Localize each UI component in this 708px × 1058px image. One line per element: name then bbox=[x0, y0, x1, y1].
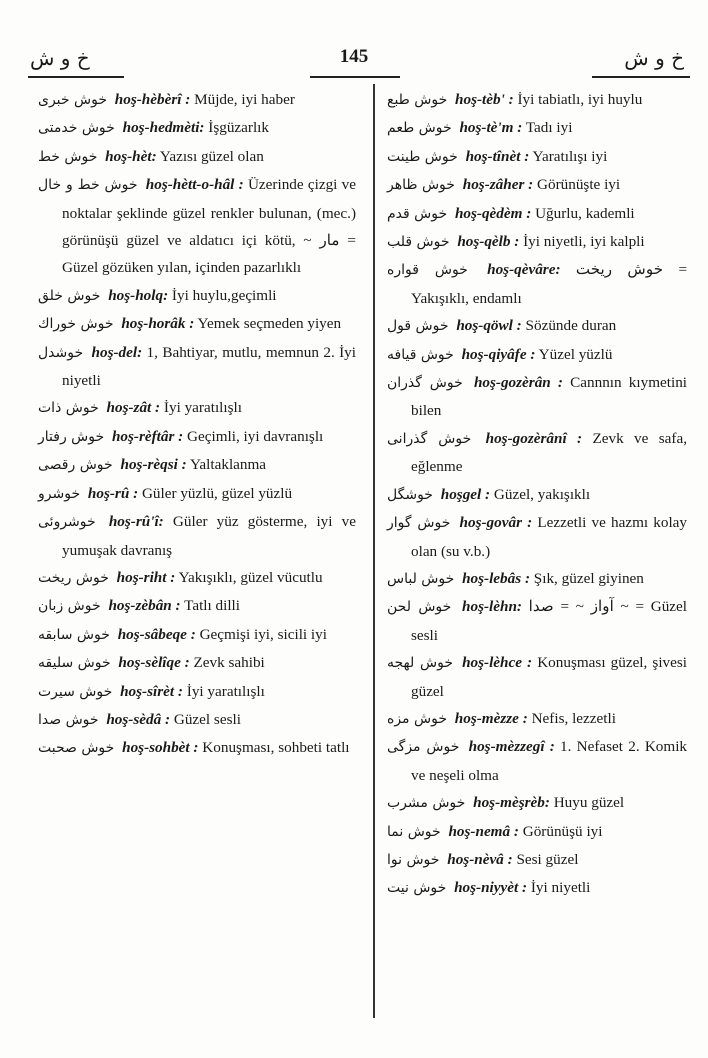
entry-headword: hoş-sîrèt : bbox=[120, 682, 183, 700]
entry-arabic: خوش مزه bbox=[387, 710, 447, 727]
entry-arabic: خوش قدم bbox=[387, 205, 448, 222]
entry-arabic: خوش لحن bbox=[387, 599, 452, 616]
dictionary-entry bbox=[387, 425, 687, 481]
dictionary-entry bbox=[38, 451, 356, 479]
entry-definition: İyi yaratılışlı bbox=[160, 399, 242, 417]
entry-headword: hoş-tè'm : bbox=[459, 119, 523, 137]
entry-headword: hoş-mèzze : bbox=[454, 709, 528, 727]
entry-headword: hoş-hèbèrî : bbox=[114, 91, 191, 108]
dictionary-entry bbox=[387, 818, 687, 846]
dictionary-entry bbox=[38, 171, 356, 282]
entry-arabic: خوش طبع bbox=[387, 92, 448, 108]
entry-arabic: خوش قلب bbox=[387, 234, 450, 251]
entry-headword: hoş-niyyèt : bbox=[454, 879, 528, 897]
entry-arabic: خوش خلق bbox=[38, 287, 101, 304]
entry-definition: İşgüzarlık bbox=[204, 119, 269, 137]
entry-arabic: خوش قواره bbox=[387, 262, 468, 279]
dictionary-entry bbox=[387, 509, 687, 565]
entry-headword: hoş-zèbân : bbox=[108, 597, 181, 615]
entry-headword: hoş-tînèt : bbox=[465, 147, 530, 165]
entry-arabic: خوش گوار bbox=[387, 515, 451, 532]
entry-arabic: خوش گذرانی bbox=[387, 430, 472, 447]
entry-definition: Geçimli, iyi davranışlı bbox=[183, 427, 324, 445]
entry-headword: hoş-qiyâfe : bbox=[461, 345, 536, 363]
dictionary-entry bbox=[38, 310, 356, 338]
entry-arabic: خوش گذران bbox=[387, 375, 463, 392]
dictionary-entry bbox=[38, 649, 356, 677]
entry-headword: hoş-holq: bbox=[108, 286, 169, 304]
dictionary-entry bbox=[38, 592, 356, 620]
entry-definition: Tatlı dilli bbox=[180, 597, 241, 615]
entry-definition: Uğurlu, kademli bbox=[531, 204, 635, 222]
entry-definition: Güler yüzlü, güzel yüzlü bbox=[138, 484, 293, 502]
entry-headword: hoş-rû : bbox=[87, 484, 139, 502]
dictionary-entry bbox=[38, 508, 356, 564]
header-rule-center bbox=[310, 76, 400, 78]
dictionary-entry bbox=[38, 339, 356, 395]
entry-arabic: خوش نوا bbox=[387, 851, 440, 868]
entry-arabic: خوش قيافه bbox=[387, 346, 454, 363]
entry-headword: hoş-rèftâr : bbox=[111, 427, 184, 445]
entry-definition: Güler yüz gösterme, iyi ve yumuşak davranış bbox=[62, 513, 357, 559]
entry-arabic: خوش خط bbox=[38, 148, 98, 165]
entry-headword: hoş-qèlb : bbox=[457, 233, 520, 251]
entry-arabic: خوش ريخت bbox=[38, 569, 109, 586]
page-number: 145 bbox=[339, 46, 369, 67]
entry-definition: Nefis, lezzetli bbox=[527, 709, 616, 727]
dictionary-entry bbox=[387, 846, 687, 874]
entry-arabic: خوش ظاهر bbox=[387, 177, 455, 194]
entry-arabic: خوش خط و خال bbox=[38, 177, 138, 194]
dictionary-entry bbox=[387, 649, 687, 705]
entry-headword: hoş-rû'î: bbox=[108, 513, 164, 531]
entry-definition: İyi niyetli bbox=[527, 879, 591, 897]
entry-arabic: خوش طعم bbox=[387, 120, 452, 137]
entry-arabic: خوشگل bbox=[387, 486, 433, 503]
entry-definition: Şık, güzel giyinen bbox=[530, 569, 644, 587]
entry-headword: hoş-lebâs : bbox=[462, 569, 530, 587]
entry-headword: hoş-lèhn: bbox=[462, 598, 522, 616]
entry-definition: Güzel, yakışıklı bbox=[490, 485, 591, 503]
right-column bbox=[387, 86, 687, 1016]
entry-headword: hoş-qèvâre: bbox=[487, 261, 561, 279]
entry-arabic: خوش مشرب bbox=[387, 795, 466, 812]
header-rule-right bbox=[592, 76, 690, 78]
dictionary-entry bbox=[387, 256, 687, 312]
dictionary-entry bbox=[38, 394, 356, 422]
entry-arabic: خوشرو bbox=[38, 485, 81, 502]
entry-headword: hoş-sèdâ : bbox=[106, 710, 171, 728]
entry-headword: hoş-sèlîqe : bbox=[118, 654, 190, 672]
entry-headword: hoşgel : bbox=[440, 485, 491, 503]
entry-arabic: خوش خوراك bbox=[38, 316, 114, 333]
entry-arabic: خوش لهجه bbox=[387, 655, 453, 672]
entry-definition: Yüzel yüzlü bbox=[535, 345, 613, 363]
entry-arabic: خوش مزگی bbox=[387, 739, 460, 756]
entry-arabic: خوش سليقه bbox=[38, 655, 111, 672]
dictionary-entry bbox=[38, 734, 356, 762]
entry-arabic: خوش زبان bbox=[38, 598, 101, 615]
dictionary-entry bbox=[387, 114, 687, 142]
entry-headword: hoş-gozèrân : bbox=[473, 374, 563, 392]
dictionary-entry bbox=[387, 565, 687, 593]
entry-headword: hoş-gozèrânî : bbox=[485, 429, 583, 447]
entry-headword: hoş-nemâ : bbox=[448, 822, 519, 840]
dictionary-entry bbox=[387, 312, 687, 340]
entry-definition: İyi huylu,geçimli bbox=[168, 286, 277, 304]
entry-arabic: خوشروئی bbox=[38, 514, 96, 531]
dictionary-entry bbox=[38, 480, 356, 508]
entry-definition: Güzel sesli bbox=[170, 710, 241, 728]
entry-arabic: خوش صحبت bbox=[38, 740, 115, 757]
dictionary-entry bbox=[387, 789, 687, 817]
dictionary-entry bbox=[387, 733, 687, 789]
entry-headword: hoş-zâher : bbox=[462, 176, 534, 194]
entry-headword: hoş-riht : bbox=[116, 568, 176, 586]
dictionary-entry bbox=[387, 171, 687, 199]
dictionary-entry bbox=[387, 705, 687, 733]
left-column bbox=[38, 86, 356, 1016]
dictionary-entry bbox=[387, 341, 687, 369]
entry-definition: Sözünde duran bbox=[521, 317, 617, 335]
dictionary-entry bbox=[387, 228, 687, 256]
entry-headword: hoş-tèb' : bbox=[455, 91, 514, 108]
entry-definition: Geçmişi iyi, sicili iyi bbox=[195, 625, 327, 643]
entry-definition: Sesi güzel bbox=[512, 850, 579, 868]
entry-definition: Yaltaklanma bbox=[186, 456, 267, 474]
entry-definition: Zevk sahibi bbox=[189, 654, 265, 672]
entry-arabic: خوش خدمتی bbox=[38, 120, 115, 137]
dictionary-entry bbox=[387, 143, 687, 171]
entry-arabic: خوش نما bbox=[387, 823, 441, 840]
dictionary-entry bbox=[387, 200, 687, 228]
entry-headword: hoş-hèt: bbox=[105, 147, 157, 165]
entry-definition: İyi yaratılışlı bbox=[182, 682, 265, 700]
dictionary-entry bbox=[387, 593, 687, 649]
dictionary-entry bbox=[38, 706, 356, 734]
entry-headword: hoş-hètt-o-hâl : bbox=[145, 176, 244, 194]
entry-definition: Müjde, iyi haber bbox=[190, 91, 295, 108]
entry-definition: Yakışıklı, güzel vücutlu bbox=[175, 568, 323, 586]
entry-headword: hoş-mèşrèb: bbox=[473, 794, 550, 812]
entry-arabic: خوش ذات bbox=[38, 400, 99, 417]
dictionary-entry bbox=[38, 282, 356, 310]
header-rule-left bbox=[28, 76, 124, 78]
entry-definition: Görünüşte iyi bbox=[533, 176, 621, 194]
dictionary-entry bbox=[38, 564, 356, 592]
entry-definition: Yaratılışı iyi bbox=[529, 147, 608, 165]
dictionary-entry bbox=[38, 114, 356, 142]
entry-arabic: خوش رقصی bbox=[38, 457, 113, 474]
entry-definition: Lezzetli ve hazmı kolay olan (su v.b.) bbox=[411, 514, 688, 560]
entry-definition: Cannnın kıymetini bilen bbox=[411, 374, 688, 420]
entry-definition: İyi tabiatlı, iyi huylu bbox=[513, 91, 643, 108]
entry-headword: hoş-lèhce : bbox=[462, 654, 533, 672]
dictionary-entry bbox=[38, 678, 356, 706]
entry-headword: hoş-mèzzegî : bbox=[468, 738, 555, 756]
entry-arabic: خوش سابقه bbox=[38, 626, 110, 643]
entry-headword: hoş-qöwl : bbox=[456, 317, 522, 335]
dictionary-entry bbox=[387, 86, 687, 114]
entry-arabic: خوش قول bbox=[387, 318, 449, 335]
entry-arabic: خوش لباس bbox=[387, 570, 455, 587]
entry-headword: hoş-nèvâ : bbox=[447, 850, 513, 868]
dictionary-entry bbox=[38, 86, 356, 114]
entry-headword: hoş-sâbeqe : bbox=[117, 625, 196, 643]
entry-definition: Konuşması, sohbeti tatlı bbox=[198, 739, 350, 757]
entry-arabic: خوش طينت bbox=[387, 148, 458, 165]
page-header bbox=[0, 40, 708, 84]
entry-definition: 1, Bahtiyar, mutlu, memnun 2. İyi niyetli bbox=[62, 343, 356, 390]
dictionary-entry bbox=[38, 423, 356, 451]
header-right-arabic: خ و ش bbox=[624, 46, 684, 70]
entry-headword: hoş-qèdèm : bbox=[454, 204, 532, 222]
entry-definition: Tadı iyi bbox=[522, 119, 573, 137]
entry-definition: آواز ~ = صدا ~ = Güzel sesli bbox=[411, 598, 688, 644]
dictionary-entry bbox=[38, 621, 356, 649]
entry-definition: Zevk ve safa, eğlenme bbox=[411, 429, 688, 476]
entry-headword: hoş-sohbèt : bbox=[122, 739, 199, 757]
dictionary-entry bbox=[387, 481, 687, 509]
entry-definition: Konuşması güzel, şivesi güzel bbox=[411, 654, 687, 700]
entry-arabic: خوش رفتار bbox=[38, 428, 105, 445]
entry-arabic: خوشدل bbox=[38, 344, 84, 361]
entry-definition: Yazısı güzel olan bbox=[156, 147, 264, 165]
dictionary-entry bbox=[387, 874, 687, 902]
entry-headword: hoş-zât : bbox=[106, 399, 161, 417]
entry-definition: خوش ريخت = Yakışıklı, endamlı bbox=[411, 261, 688, 307]
entry-arabic: خوش خبری bbox=[38, 92, 107, 108]
entry-headword: hoş-hedmèti: bbox=[122, 119, 205, 137]
entry-definition: 1. Nefaset 2. Komik ve neşeli olma bbox=[411, 738, 688, 784]
entry-headword: hoş-govâr : bbox=[459, 514, 533, 532]
entry-arabic: خوش سيرت bbox=[38, 683, 113, 700]
dictionary-entry bbox=[38, 143, 356, 171]
entry-definition: İyi niyetli, iyi kalpli bbox=[519, 233, 645, 251]
entry-definition: Görünüşü iyi bbox=[518, 822, 603, 840]
entry-headword: hoş-rèqsi : bbox=[120, 456, 187, 474]
entry-arabic: خوش صدا bbox=[38, 711, 99, 728]
entry-arabic: خوش نيت bbox=[387, 880, 447, 897]
entry-definition: Üzerinde çizgi ve noktalar şeklinde güzel renkler bulunan, (mec.) görünüşü güzel ve aldatıcı içi kötü, ~ مار = Güzel gözüken yılan, içinden pazarlıklı bbox=[62, 176, 356, 277]
entry-definition: Yemek seçmeden yiyen bbox=[194, 315, 342, 333]
dictionary-entry bbox=[387, 369, 687, 425]
column-divider bbox=[373, 84, 375, 1018]
entry-headword: hoş-del: bbox=[91, 343, 143, 361]
entry-headword: hoş-horâk : bbox=[121, 315, 195, 333]
header-left-arabic: خ و ش bbox=[30, 46, 90, 70]
entry-definition: Huyu güzel bbox=[549, 794, 625, 812]
